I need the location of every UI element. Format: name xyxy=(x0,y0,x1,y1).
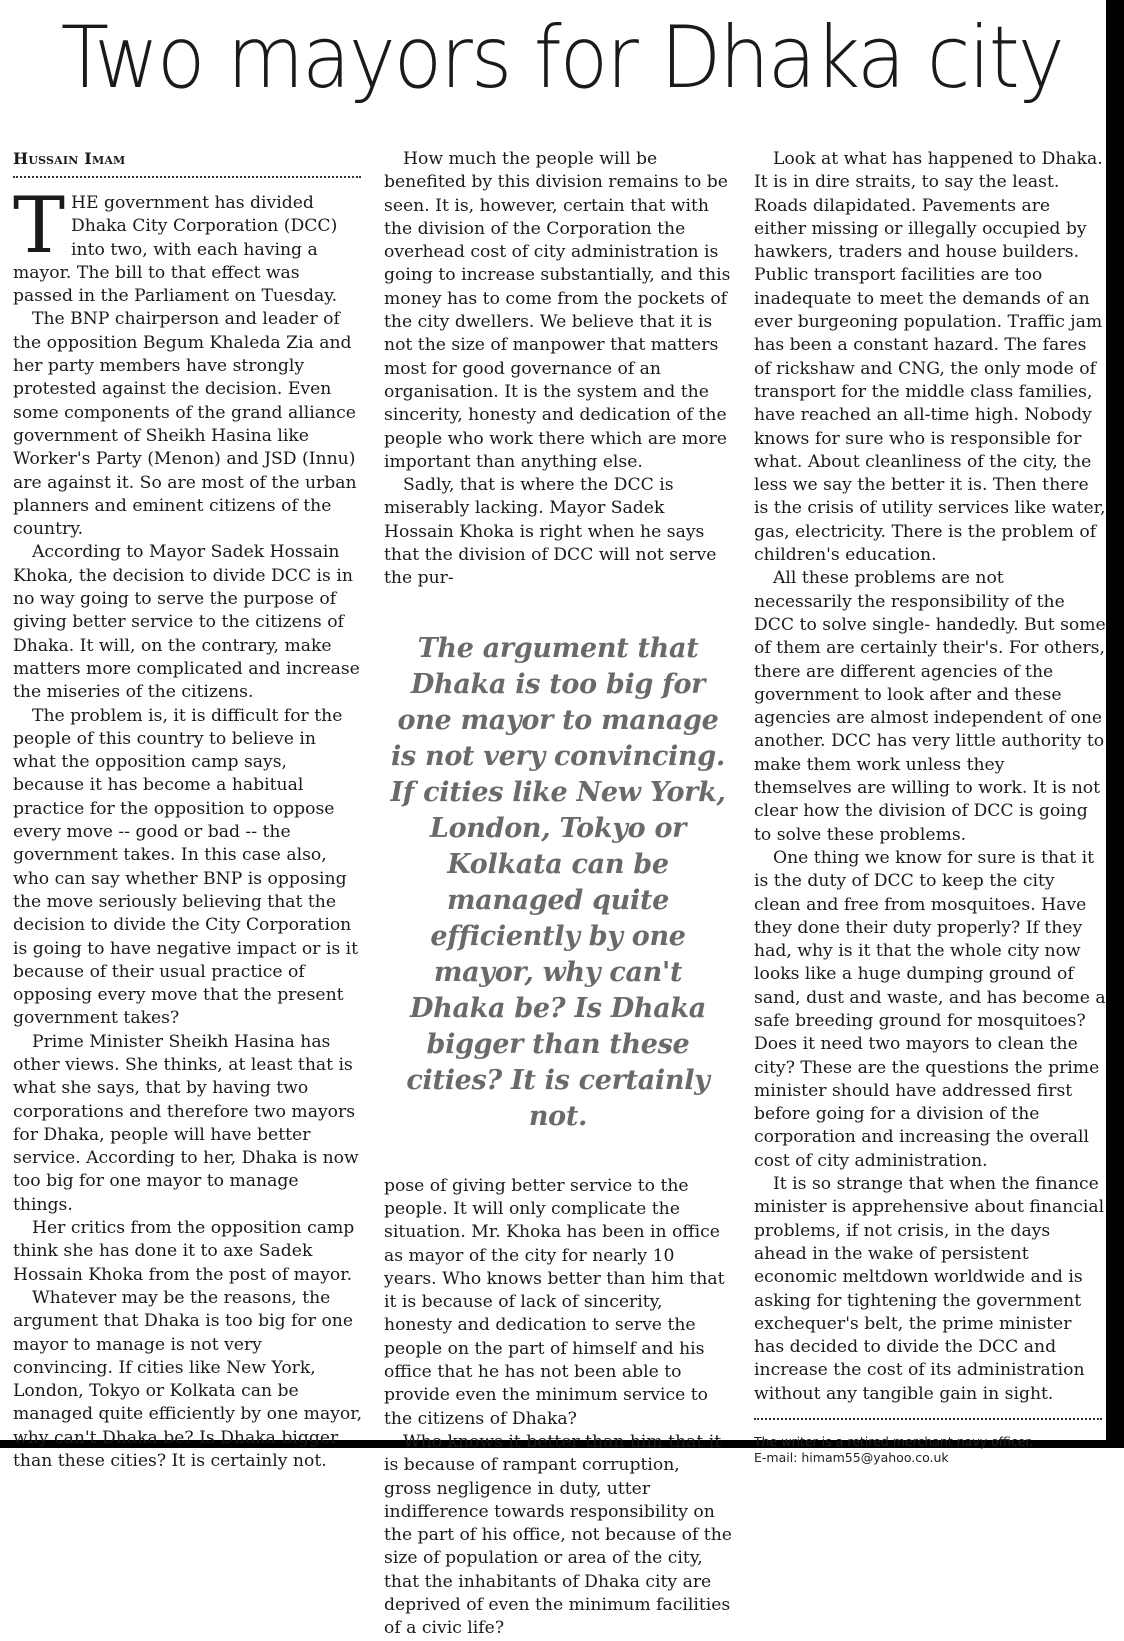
byline: Hussain Imam xyxy=(13,149,126,168)
lead-paragraph xyxy=(13,181,363,308)
byline-divider xyxy=(13,176,361,178)
paragraph: The BNP chairperson and leader of the opposition Begum Khaleda Zia and her party members have strongly protested against the decision. Even some components of the grand alliance government of Sheikh Hasina like Worker's Party (Menon) and JSD (Innu) are against it. So are most of the urban planners and eminent citizens of the country. xyxy=(13,309,357,540)
paragraph: Who knows it better than him that it is because of rampant corruption, gross negligence in duty, utter indifference towards responsibility on the part of his office, not because of the size of population or area of the city, that the inhabitants of Dhaka city are deprived of even the minimum facilities of a civic life? xyxy=(384,1431,732,1639)
column-3 xyxy=(754,148,1106,1466)
pull-quote: The argument that Dhaka is too big for one mayor to manage is not very convincing. If cities like New York, London, Tokyo or Kolkata can be managed quite efficiently by one mayor, why can't Dhaka be? Is Dhaka bigger than these cities? It is certainly not. xyxy=(390,632,726,1132)
lead-paragraph-text: HE government has divided Dhaka City Corporation (DCC) into two, with each having a mayor. The bill to that effect was passed in the Parliament on Tuesday. xyxy=(13,193,338,307)
paragraph-continued: pose of giving better service to the people. It will only complicate the situation. Mr. Khoka has been in office as mayor of the city for nearly 10 years. Who knows better than him that it is because of lack of sincerity, honesty and dedication to serve the people on the part of himself and his office that he has not been able to provide even the minimum service to the citizens of Dhaka? xyxy=(384,1175,725,1429)
right-border-bar xyxy=(1106,0,1124,1448)
paragraph: Her critics from the opposition camp think she has done it to axe Sadek Hossain Khoka from the post of mayor. xyxy=(13,1218,355,1285)
paragraph: How much the people will be benefited by this division remains to be seen. It is, however, certain that with the division of the Corporation the overhead cost of city administration is going to increase substantially, and this money has to come from the pockets of the city dwellers. We believe that it is not the size of manpower that matters most for good governance of an organisation. It is the system and the sincerity, honesty and dedication of the people who work there which are more important than anything else. xyxy=(384,149,731,472)
paragraph: One thing we know for sure is that it is the duty of DCC to keep the city clean and free from mosquitoes. Have they done their duty properly? If they had, why is it that the whole city now looks like a huge dumping ground of sand, dust and waste, and has become a safe breeding ground for mosquitoes? Does it need two mayors to clean the city? These are the questions the prime minister should have addressed first before going for a division of the corporation and increasing the overall cost of city administration. xyxy=(754,847,1106,1171)
column-1 xyxy=(13,148,363,1473)
headline: Two mayors for Dhaka city xyxy=(60,8,1063,108)
paragraph: According to Mayor Sadek Hossain Khoka, the decision to divide DCC is in no way going to serve the purpose of giving better service to the citizens of Dhaka. It will, on the contrary, make matters more complicated and increase the miseries of the citizens. xyxy=(13,542,360,703)
paragraph: It is so strange that when the finance minister is apprehensive about financial problems, if not crisis, in the days ahead in the wake of persistent economic meltdown worldwide and is asking for tightening the government exchequer's belt, the prime minister has decided to divide the DCC and increase the cost of its administration without any tangible gain in sight. xyxy=(754,1174,1105,1404)
paragraph: Sadly, that is where the DCC is miserably lacking. Mayor Sadek Hossain Khoka is right when he says that the division of DCC will not serve the pur- xyxy=(384,475,717,589)
drop-cap: T xyxy=(13,181,66,271)
paragraph: Whatever may be the reasons, the argument that Dhaka is too big for one mayor to manage is not very convincing. If cities like New York, London, Tokyo or Kolkata can be managed quite efficiently by one mayor, why can't Dhaka be? Is Dhaka bigger than these cities? It is certainly not. xyxy=(13,1287,363,1472)
paragraph: Look at what has happened to Dhaka. It is in dire straits, to say the least. Roads dilapidated. Pavements are either missing or illegally occupied by hawkers, traders and house builders. Public transport facilities are too inadequate to meet the demands of an ever burgeoning population. Traffic jam has been a constant hazard. The fares of rickshaw and CNG, the only mode of transport for the middle class families, have reached an all-time high. Nobody knows for sure who is responsible for what. About cleanliness of the city, the less we say the better it is. Then there is the crisis of utility services like water, gas, electricity. There is the problem of children's education. xyxy=(754,149,1106,566)
author-note xyxy=(754,1434,1106,1466)
paragraph: Prime Minister Sheikh Hasina has other views. She thinks, at least that is what she says, that by having two corporations and therefore two mayors for Dhaka, people will have better service. According to her, Dhaka is now too big for one mayor to manage things. xyxy=(13,1031,359,1215)
column-2 xyxy=(384,148,732,1641)
paragraph: The problem is, it is difficult for the people of this country to believe in what the opposition camp says, because it has become a habitual practice for the opposition to oppose every move -- good or bad -- the government takes. In this case also, who can say whether BNP is opposing the move seriously believing that the decision to divide the City Corporation is going to have negative impact or is it because of their usual practice of opposing every move that the present government takes? xyxy=(13,705,359,1029)
paragraph: All these problems are not necessarily the responsibility of the DCC to solve single- handedly. But some of them are certainly their's. For others, there are different agencies of the government to look after and these agencies are almost independent of one another. DCC has very little authority to make them work unless they themselves are willing to work. It is not clear how the division of DCC is going to solve these problems. xyxy=(754,568,1106,845)
footnote-divider xyxy=(754,1418,1102,1420)
author-description: The writer is a retired merchant navy officer. xyxy=(754,1434,1034,1450)
author-email: E-mail: himam55@yahoo.co.uk xyxy=(754,1450,949,1466)
